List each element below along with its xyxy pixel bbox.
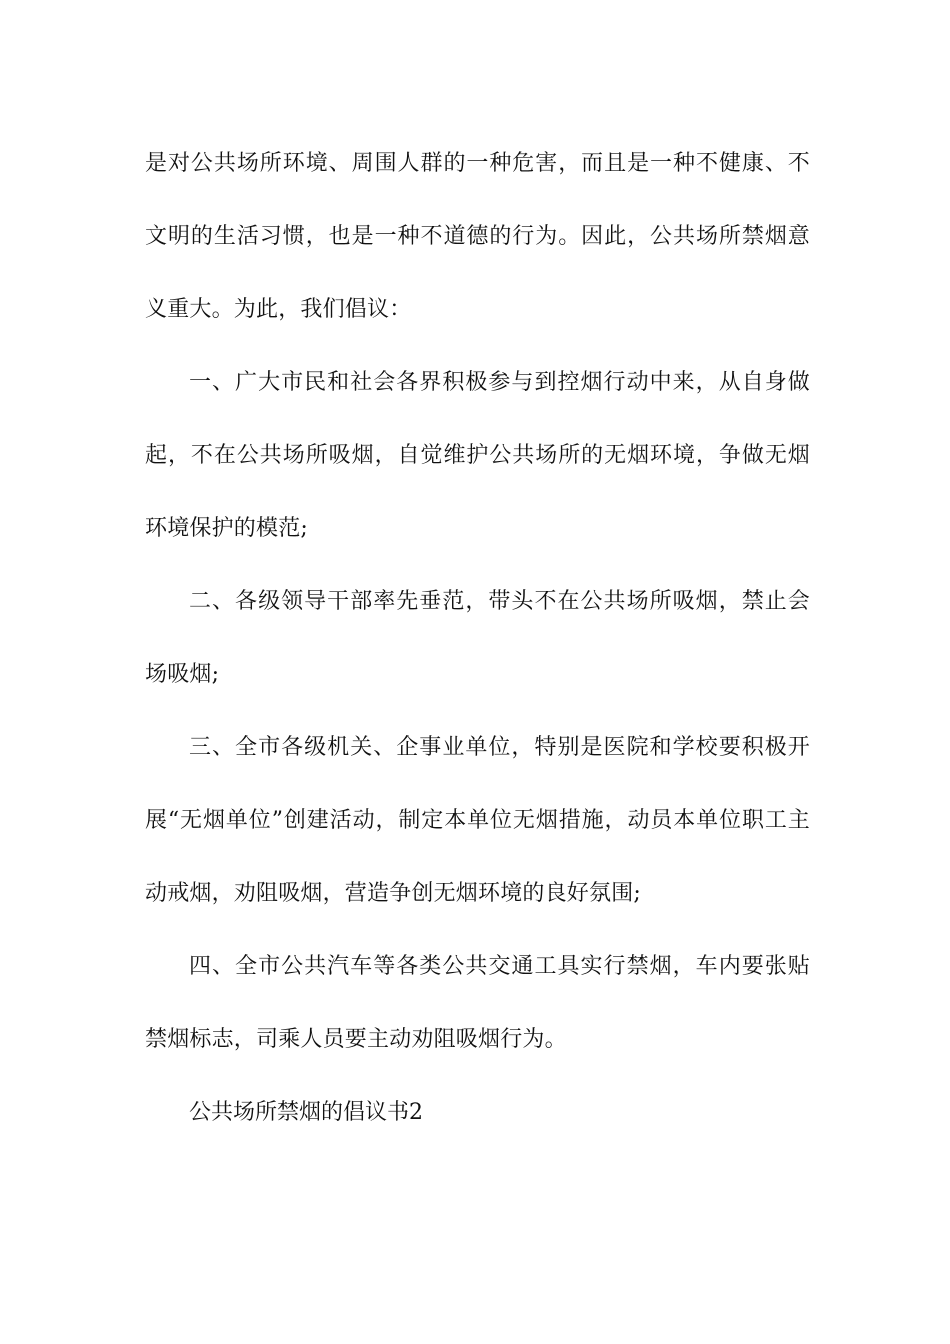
paragraph-intro: 是对公共场所环境、周围人群的一种危害，而且是一种不健康、不文明的生活习惯，也是一种不道德的行为。因此，公共场所禁烟意义重大。为此，我们倡议：: [145, 151, 810, 322]
paragraph-item-2: 二、各级领导干部率先垂范，带头不在公共场所吸烟，禁止会场吸烟;: [145, 589, 810, 687]
paragraph-item-1: 一、广大市民和社会各界积极参与到控烟行动中来，从自身做起，不在公共场所吸烟，自觉维护公共场所的无烟环境，争做无烟环境保护的模范;: [145, 370, 810, 541]
paragraph-item-4: 四、全市公共汽车等各类公共交通工具实行禁烟，车内要张贴禁烟标志，司乘人员要主动劝阻吸烟行为。: [145, 954, 810, 1052]
document-body: [145, 127, 810, 1149]
section-title: 公共场所禁烟的倡议书2: [189, 1100, 423, 1125]
paragraph-item-3: 三、全市各级机关、企事业单位，特别是医院和学校要积极开展“无烟单位”创建活动，制定本单位无烟措施，动员本单位职工主动戒烟，劝阻吸烟，营造争创无烟环境的良好氛围;: [145, 735, 810, 906]
